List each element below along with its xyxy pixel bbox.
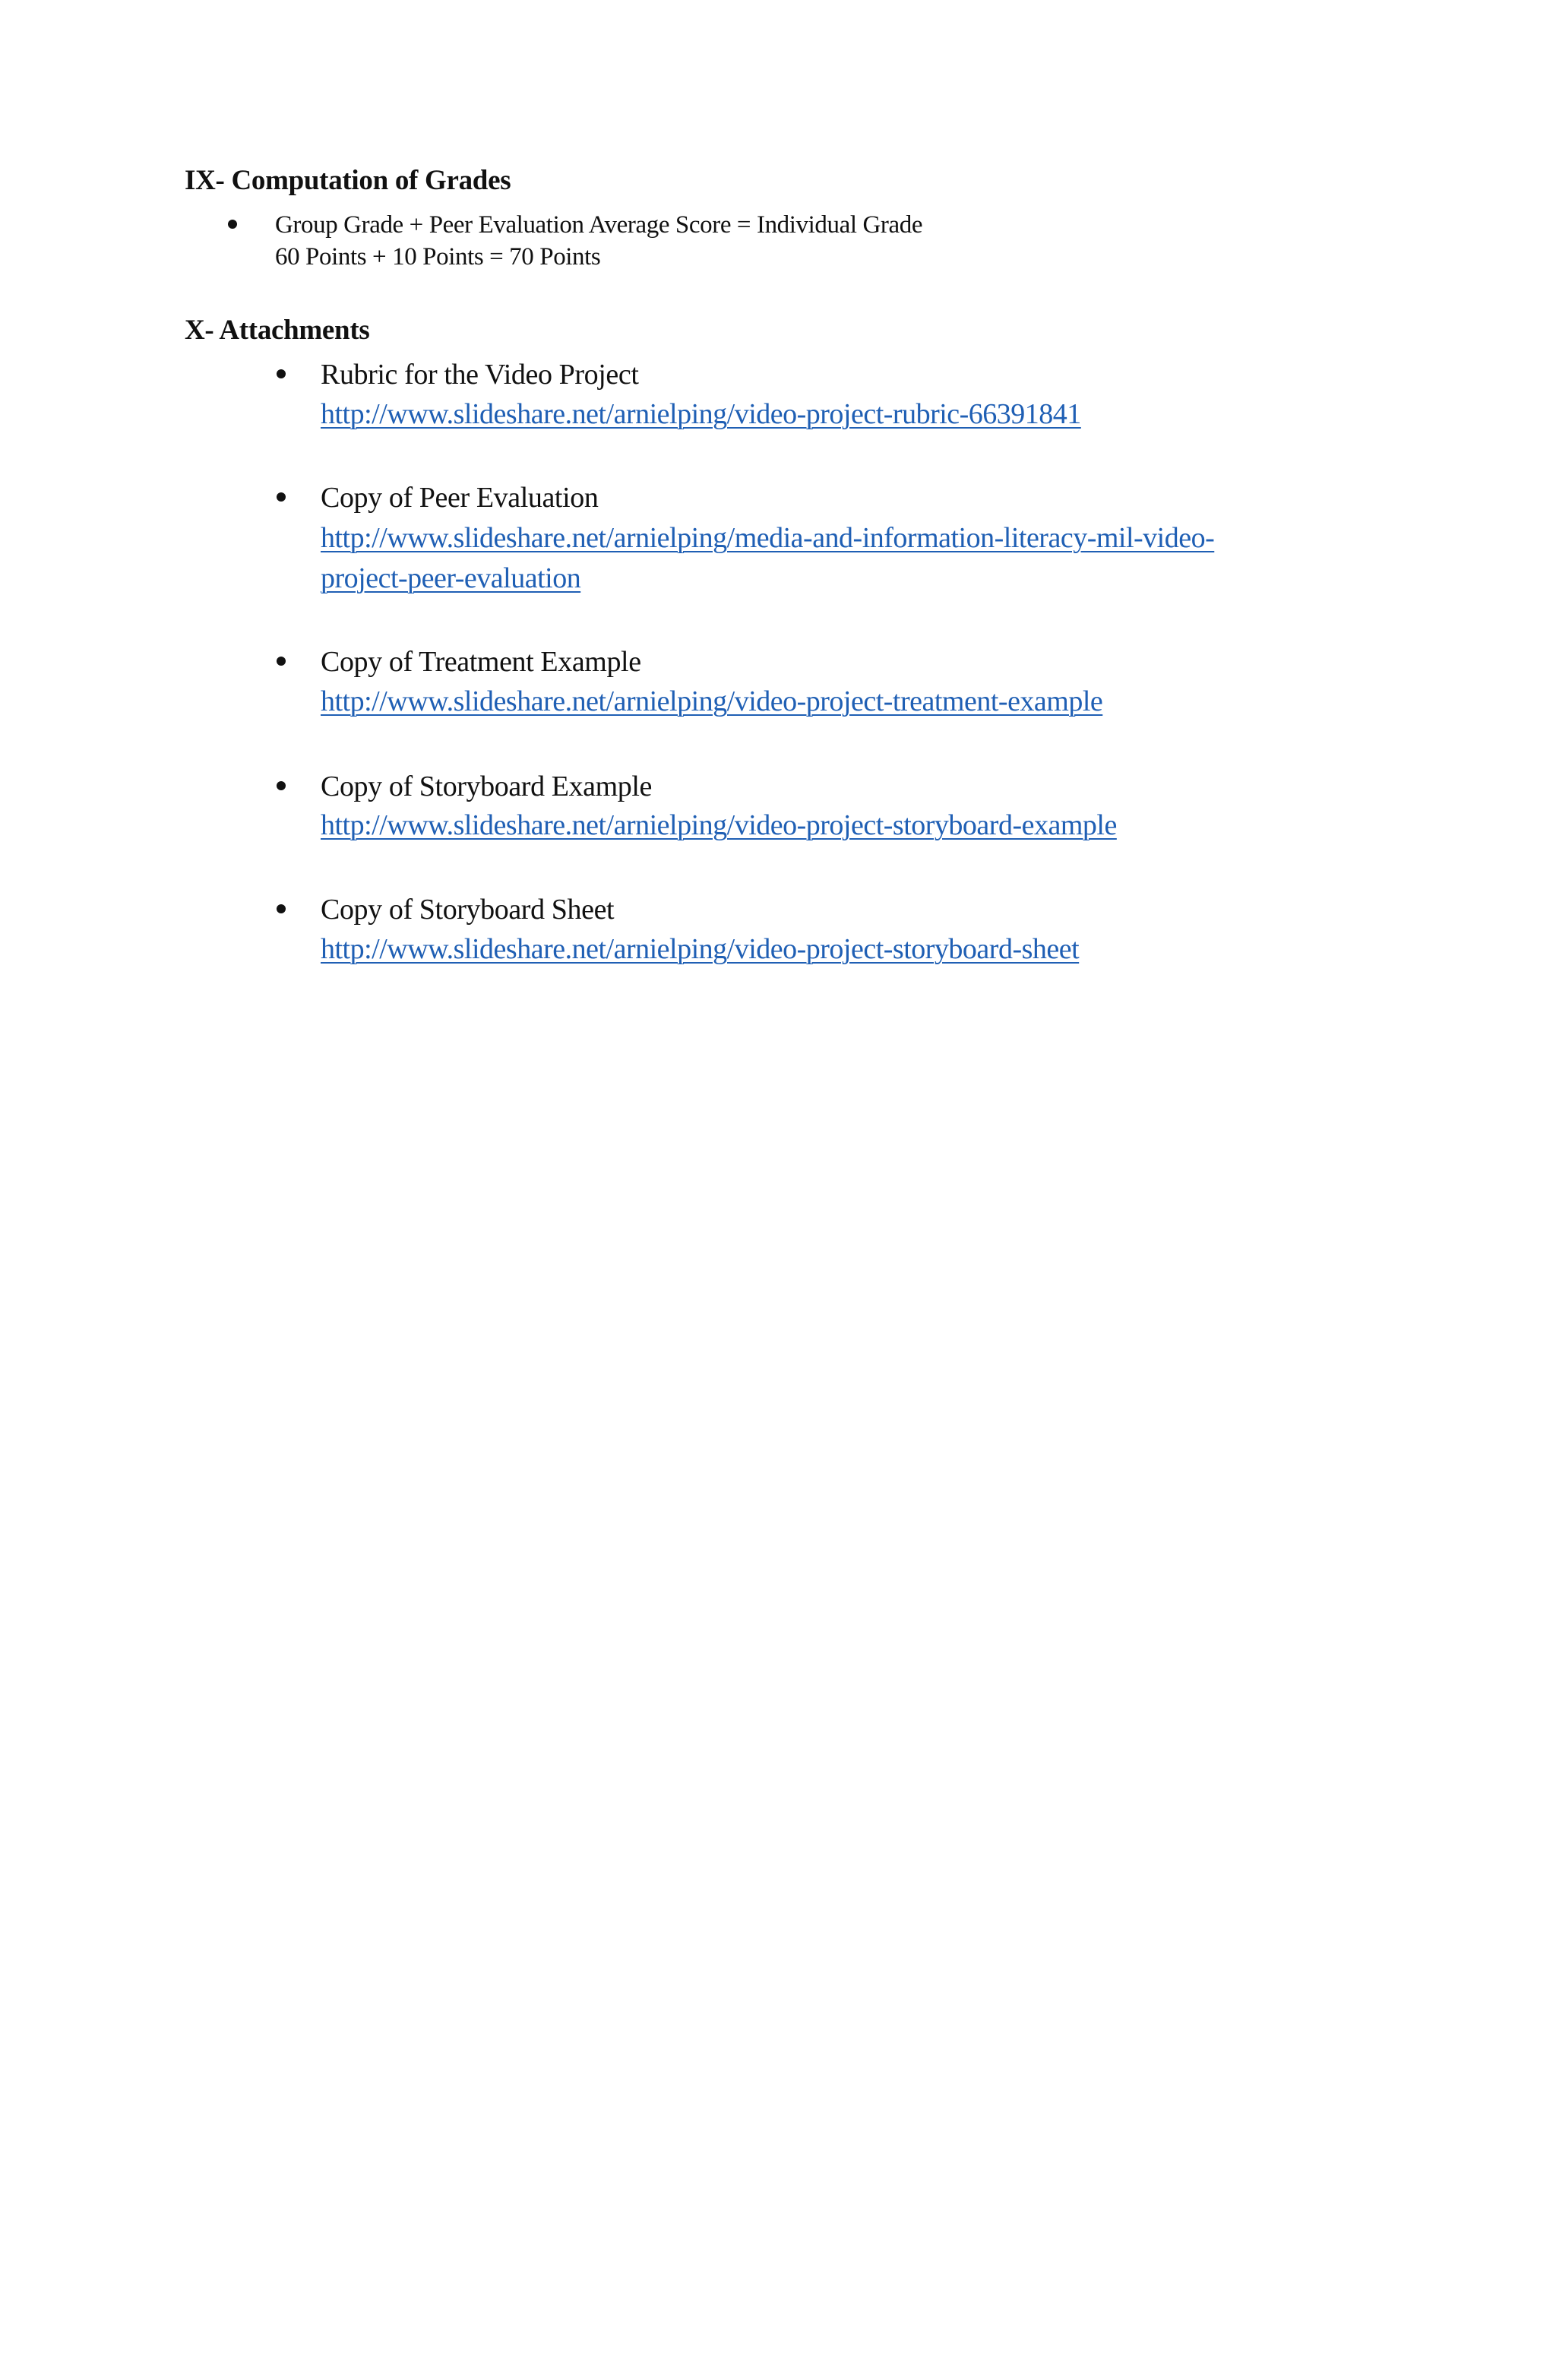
attachment-link-peer-evaluation-continued[interactable]: project-peer-evaluation	[321, 562, 581, 594]
grade-formula-text: Group Grade + Peer Evaluation Average Score = Individual Grade	[275, 211, 923, 239]
attachment-link-storyboard-sheet[interactable]: http://www.slideshare.net/arnielping/video-project-storyboard-sheet	[321, 933, 1080, 965]
attachment-link-storyboard-example[interactable]: http://www.slideshare.net/arnielping/video-project-storyboard-example	[321, 809, 1117, 841]
attachment-title-rubric: Rubric for the Video Project	[321, 359, 639, 391]
bullet-icon	[277, 657, 286, 666]
bullet-icon	[277, 904, 286, 913]
attachment-link-peer-evaluation[interactable]: http://www.slideshare.net/arnielping/media-and-information-literacy-mil-video-	[321, 522, 1215, 554]
attachment-title-treatment-example: Copy of Treatment Example	[321, 646, 641, 678]
bullet-icon	[228, 220, 237, 229]
attachment-link-treatment-example[interactable]: http://www.slideshare.net/arnielping/video-project-treatment-example	[321, 685, 1103, 717]
section-heading-computation-of-grades: IX- Computation of Grades	[185, 165, 511, 196]
attachment-link-rubric[interactable]: http://www.slideshare.net/arnielping/video-project-rubric-66391841	[321, 398, 1081, 430]
attachment-title-peer-evaluation: Copy of Peer Evaluation	[321, 482, 599, 514]
grade-points-text: 60 Points + 10 Points = 70 Points	[275, 243, 601, 271]
section-heading-attachments: X- Attachments	[185, 315, 370, 346]
bullet-icon	[277, 492, 286, 502]
attachment-title-storyboard-sheet: Copy of Storyboard Sheet	[321, 894, 615, 926]
attachment-title-storyboard-example: Copy of Storyboard Example	[321, 771, 653, 802]
bullet-icon	[277, 781, 286, 790]
bullet-icon	[277, 369, 286, 378]
